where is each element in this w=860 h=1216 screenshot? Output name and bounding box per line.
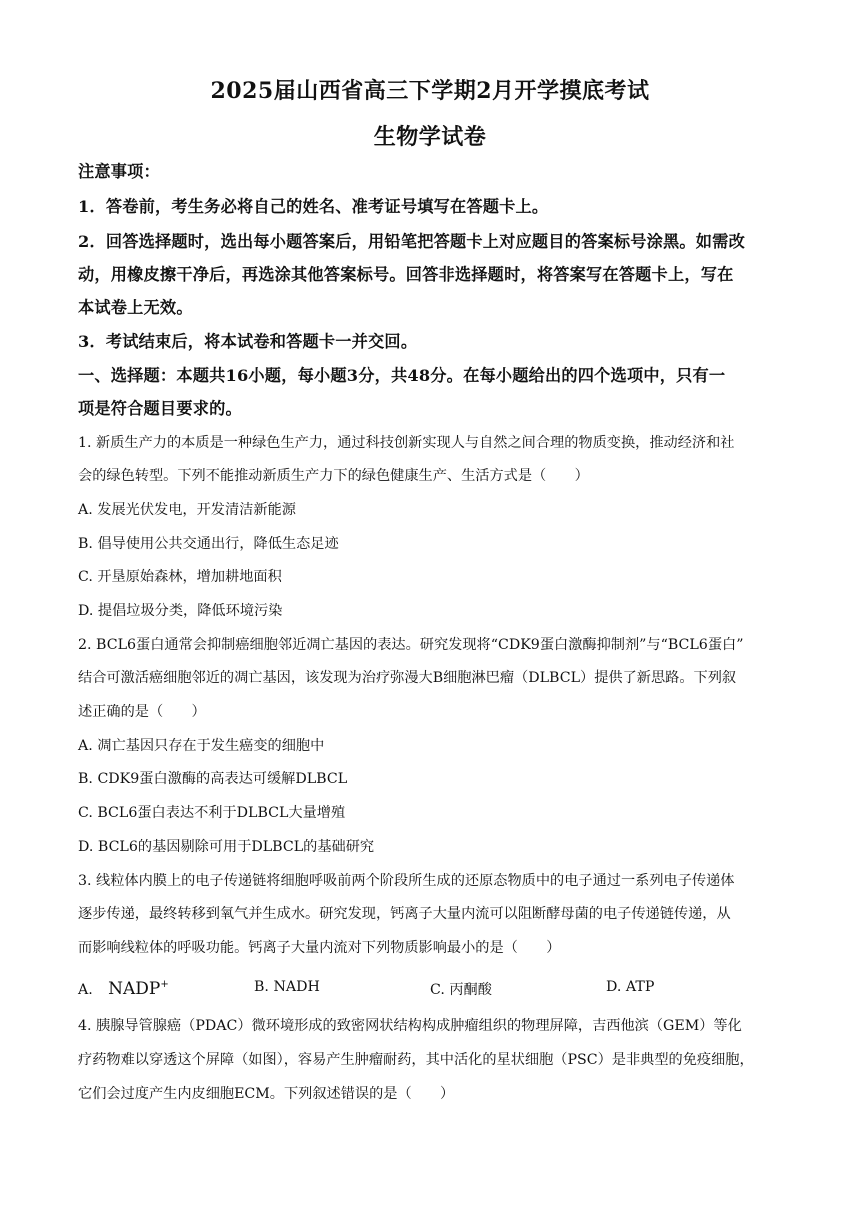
question-3-option-b: B. NADH <box>254 979 320 995</box>
question-3-option-a <box>78 979 169 999</box>
question-3-stem-line-2: 逐步传递，最终转移到氧气并生成水。研究发现，钙离子大量内流可以阻断酵母菌的电子传递链传递，从 <box>78 906 731 922</box>
nadp-formula: NADP+ <box>108 979 169 999</box>
section-heading-line-1: 一、选择题：本题共16小题，每小题3分，共48分。在每小题给出的四个选项中，只有一 <box>78 366 726 385</box>
question-1-option-c: C. 开垦原始森林，增加耕地面积 <box>78 569 282 585</box>
option-a-prefix: A. <box>78 982 93 998</box>
question-2-option-c: C. BCL6蛋白表达不利于DLBCL大量增殖 <box>78 805 346 821</box>
question-1-stem-line-1: 1. 新质生产力的本质是一种绿色生产力，通过科技创新实现人与自然之间合理的物质变换，推动经济和社 <box>78 435 735 451</box>
question-2-stem-line-1: 2. BCL6蛋白通常会抑制癌细胞邻近凋亡基因的表达。研究发现将“CDK9蛋白激酶抑制剂”与“BCL6蛋白” <box>78 637 744 653</box>
question-2-option-b: B. CDK9蛋白激酶的高表达可缓解DLBCL <box>78 771 348 787</box>
notice-heading: 注意事项： <box>78 162 160 181</box>
nadp-charge: + <box>160 979 169 990</box>
question-3-option-d: D. ATP <box>606 979 655 995</box>
question-4-stem-line-3: 它们会过度产生内皮细胞ECM。下列叙述错误的是（ ） <box>78 1086 455 1102</box>
section-heading-line-2: 项是符合题目要求的。 <box>78 399 242 418</box>
question-3-option-c: C. 丙酮酸 <box>430 982 492 998</box>
question-1-stem-line-2: 会的绿色转型。下列不能推动新质生产力下的绿色健康生产、生活方式是（ ） <box>78 468 589 484</box>
notice-item-2-line-2: 动，用橡皮擦干净后，再选涂其他答案标号。回答非选择题时，将答案写在答题卡上，写在 <box>78 265 734 284</box>
question-1-option-a: A. 发展光伏发电，开发清洁新能源 <box>78 502 296 518</box>
question-2-option-d: D. BCL6的基因剔除可用于DLBCL的基础研究 <box>78 839 375 855</box>
notice-item-2-line-3: 本试卷上无效。 <box>78 298 193 317</box>
question-4-stem-line-2: 疗药物难以穿透这个屏障（如图），容易产生肿瘤耐药，其中活化的星状细胞（PSC）是非典型的免疫细胞， <box>78 1052 754 1068</box>
question-2-option-a: A. 凋亡基因只存在于发生癌变的细胞中 <box>78 738 325 754</box>
notice-item-3: 3．考试结束后，将本试卷和答题卡一并交回。 <box>78 332 418 351</box>
question-2-stem-line-3: 述正确的是（ ） <box>78 704 206 720</box>
question-3-options <box>78 979 788 1003</box>
question-2-stem-line-2: 结合可激活癌细胞邻近的凋亡基因，该发现为治疗弥漫大B细胞淋巴瘤（DLBCL）提供了新思路。下列叙 <box>78 670 737 686</box>
question-4-stem-line-1: 4. 胰腺导管腺癌（PDAC）微环境形成的致密网状结构构成肿瘤组织的物理屏障，吉西他滨（GEM）等化 <box>78 1018 742 1034</box>
question-1-option-b: B. 倡导使用公共交通出行，降低生态足迹 <box>78 536 339 552</box>
exam-title: 2025届山西省高三下学期2月开学摸底考试 <box>210 78 650 104</box>
question-3-stem-line-3: 而影响线粒体的呼吸功能。钙离子大量内流对下列物质影响最小的是（ ） <box>78 940 561 956</box>
question-1-option-d: D. 提倡垃圾分类，降低环境污染 <box>78 603 283 619</box>
question-3-stem-line-1: 3. 线粒体内膜上的电子传递链将细胞呼吸前两个阶段所生成的还原态物质中的电子通过一系列电子传递体 <box>78 873 735 889</box>
exam-subtitle: 生物学试卷 <box>373 124 487 150</box>
notice-item-2-line-1: 2．回答选择题时，选出每小题答案后，用铅笔把答题卡上对应题目的答案标号涂黑。如需改 <box>78 232 745 251</box>
notice-item-1: 1．答卷前，考生务必将自己的姓名、准考证号填写在答题卡上。 <box>78 197 549 216</box>
